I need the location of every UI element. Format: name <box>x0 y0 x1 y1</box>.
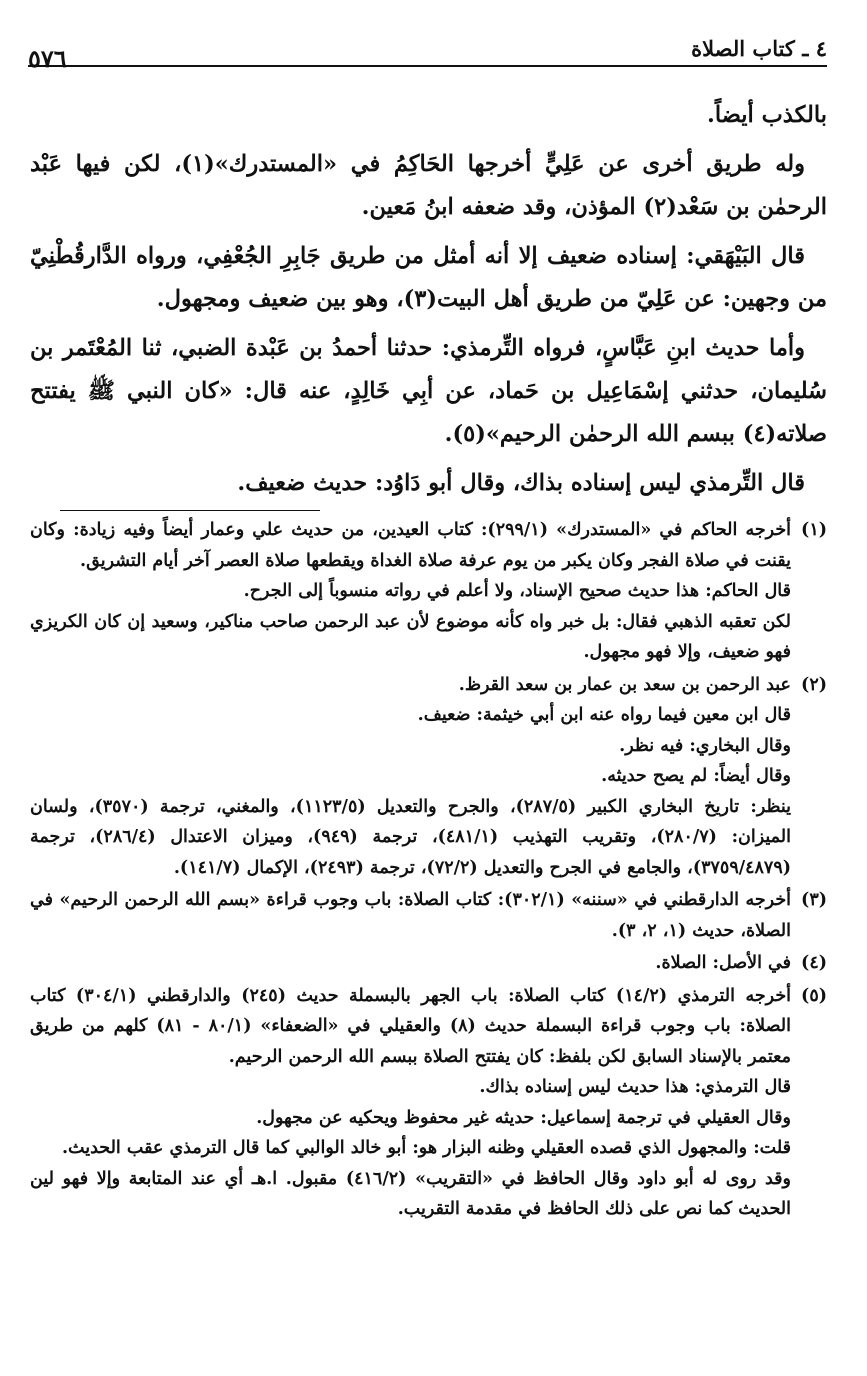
paragraph: وله طريق أخرى عن عَلِيٍّ أخرجها الحَاكِمُ في «المستدرك»(١)، لكن فيها عَبْد الرحمٰن بن سَعْد(٢) المؤذن، وقد ضعفه ابنُ مَعين. <box>30 151 827 220</box>
footnote-line: وقال العقيلي في ترجمة إسماعيل: حديثه غير محفوظ ويحكيه عن مجهول. <box>256 1107 791 1128</box>
page-number: ٥٧٦ <box>28 44 67 73</box>
footnote-number: (٢) <box>801 674 827 695</box>
footnote <box>30 670 827 884</box>
footnote-line: عبد الرحمن بن سعد بن عمار بن سعد القرظ. <box>458 674 791 695</box>
footnote-number: (١) <box>801 520 827 540</box>
header-divider <box>28 65 827 67</box>
footnote <box>30 981 827 1225</box>
footnote-line: وقال البخاري: فيه نظر. <box>619 735 791 756</box>
footnote-line: أخرجه الحاكم في «المستدرك» (٢٩٩/١): كتاب العيدين، من حديث علي وعمار أيضاً وفيه زيادة: وكان يقنت في صلاة الفجر وكان يكبر من يوم عرفة صلاة الغداة ويقطعها صلاة العصر آخر أيام التشريق. <box>30 520 791 571</box>
footnotes <box>30 515 827 1227</box>
footnote-line: قال ابن معين فيما رواه عنه ابن أبي خيثمة: ضعيف. <box>417 705 791 725</box>
footnote-line: قال الحاكم: هذا حديث صحيح الإسناد، ولا أعلم في رواته منسوباً إلى الجرح. <box>243 581 791 601</box>
footnote-number: (٤) <box>801 953 827 973</box>
paragraph: قال البَيْهَقي: إسناده ضعيف إلا أنه أمثل من طريق جَابِرِ الجُعْفِي، ورواه الدَّارقُطْنِيّ من وجهين: عن عَلِيّ من طريق أهل البيت(٣)، وهو بين ضعيف ومجهول. <box>30 243 827 312</box>
footnote-line: قلت: والمجهول الذي قصده العقيلي وظنه البزار هو: أبو خالد الوالبي كما قال الترمذي عقب الحديث. <box>61 1138 791 1158</box>
paragraph: بالكذب أيضاً. <box>707 102 827 128</box>
footnote-line: وقد روى له أبو داود وقال الحافظ في «التقريب» (٤١٦/٢) مقبول. ا.هـ أي عند المتابعة وإلا فهو لين الحديث كما نص على ذلك الحافظ في مقدمة التقريب. <box>30 1168 791 1219</box>
main-text <box>30 94 827 511</box>
footnote-divider <box>60 510 320 511</box>
footnote-number: (٣) <box>801 890 827 910</box>
footnote-line: أخرجه الترمذي (١٤/٢) كتاب الصلاة: باب الجهر بالبسملة حديث (٢٤٥) والدارقطني (٣٠٤/١) كتاب الصلاة: باب وجوب قراءة البسملة حديث (٨) والعقيلي في «الضعفاء» (٨٠/١ - ٨١) كلهم من طريق معتمر بالإسناد السابق لكن بلفظ: كان يفتتح الصلاة ببسم الله الرحمن الرحيم. <box>30 985 791 1067</box>
footnote-line: في الأصل: الصلاة. <box>655 953 791 973</box>
footnote-line: لكن تعقبه الذهبي فقال: بل خبر واه كأنه موضوع لأن عبد الرحمن صاحب مناكير، وسعيد إن كان الكريزي فهو ضعيف، وإلا فهو مجهول. <box>30 611 791 662</box>
footnote <box>30 885 827 946</box>
footnote-line: ينظر: تاريخ البخاري الكبير (٢٨٧/٥)، والجرح والتعديل (١١٢٣/٥)، والمغني، ترجمة (٣٥٧٠)، ولسان الميزان: (٢٨٠/٧)، وتقريب التهذيب (٤٨١/١)، ترجمة (٩٤٩)، وميزان الاعتدال (٢٨٦/٤)، ترجمة (٣٧٥٩/٤٨٧٩)، والجامع في الجرح والتعديل (٧٢/٢)، ترجمة (٢٤٩٣)، الإكمال (١٤١/٧). <box>30 796 791 878</box>
footnote-line: وقال أيضاً: لم يصح حديثه. <box>601 766 791 786</box>
paragraph: وأما حديث ابنِ عَبَّاسٍ، فرواه التِّرمذي: حدثنا أحمدُ بن عَبْدة الضبي، ثنا المُعْتَمر بن سُليمان، حدثني إسْمَاعِيل بن حَماد، عن أبِي خَالِدٍ، عنه قال: «كان النبي ﷺ يفتتح صلاته(٤) ببسم الله الرحمٰن الرحيم»(٥). <box>30 335 827 447</box>
footnote <box>30 948 827 979</box>
chapter-title: ٤ ـ كتاب الصلاة <box>691 36 827 61</box>
paragraph: قال التِّرمذي ليس إسناده بذاك، وقال أبو دَاوُد: حديث ضعيف. <box>237 470 805 496</box>
footnote-number: (٥) <box>801 985 827 1006</box>
footnote-line: قال الترمذي: هذا حديث ليس إسناده بذاك. <box>479 1077 791 1097</box>
footnote-line: أخرجه الدارقطني في «سننه» (٣٠٢/١): كتاب الصلاة: باب وجوب قراءة «بسم الله الرحمن الرحيم» في الصلاة، حديث (١، ٢، ٣). <box>30 890 791 941</box>
footnote <box>30 515 827 668</box>
running-header <box>28 36 827 76</box>
